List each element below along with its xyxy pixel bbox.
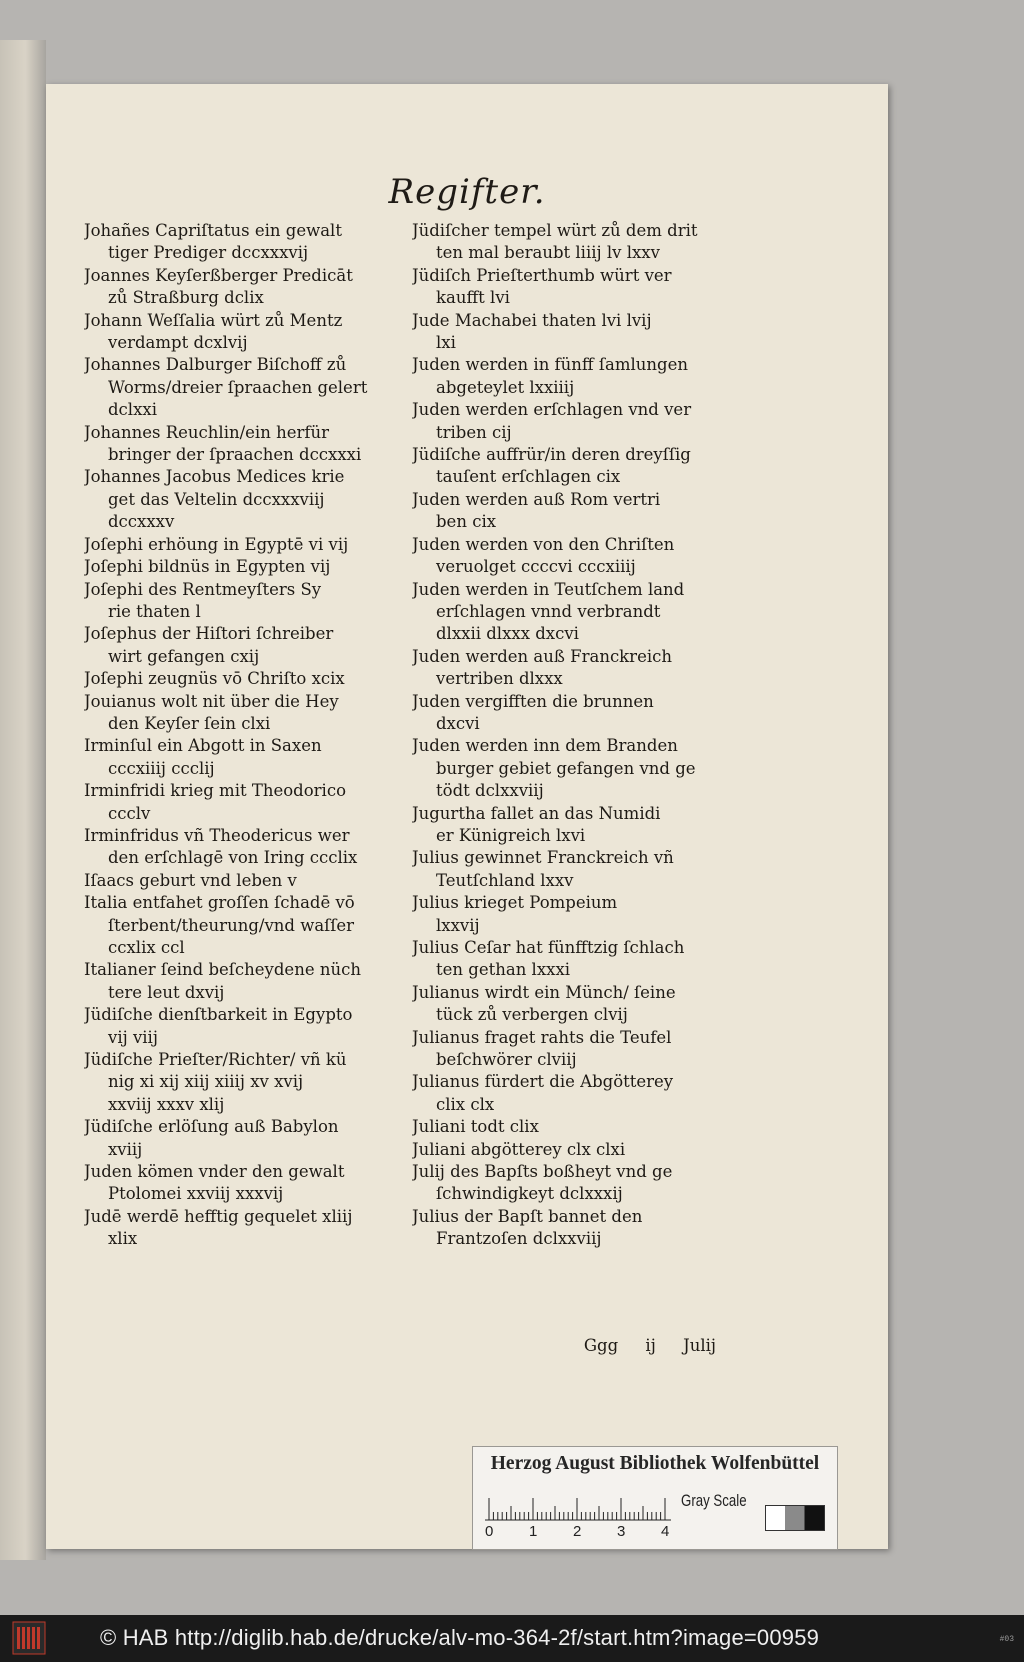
entry-text: Irminfridi krieg mit Theodorico xyxy=(84,781,347,801)
running-head: Regifter. xyxy=(388,172,546,212)
index-entry xyxy=(412,534,722,579)
hab-logo-icon xyxy=(12,1621,46,1655)
ruler-numbers xyxy=(481,1523,681,1545)
index-entry xyxy=(412,982,722,1027)
index-entry xyxy=(412,646,722,691)
index-entry xyxy=(84,870,394,892)
entry-text: Judē werdē hefftig gequelet xliij xyxy=(84,1206,353,1226)
signature-line xyxy=(412,1336,722,1355)
entry-continuation: wirt gefangen cxij xyxy=(108,646,260,666)
library-stamp xyxy=(472,1446,838,1550)
index-entry xyxy=(412,579,722,646)
entry-text: Iſaacs geburt vnd leben v xyxy=(84,870,297,890)
catchword: Julij xyxy=(683,1336,716,1355)
entry-text: Joſephi des Rentmeyſters Sy xyxy=(84,579,322,599)
entry-continuation: tück zů verbergen clvij xyxy=(436,1005,628,1025)
left-column xyxy=(84,220,394,1251)
index-entry xyxy=(412,1071,722,1116)
index-entry xyxy=(84,466,394,533)
signature-leaf: ij xyxy=(645,1336,656,1355)
entry-continuation: xxviij xxxv xlij xyxy=(108,1094,225,1114)
index-entry xyxy=(412,1206,722,1251)
entry-text: Johannes Jacobus Medices krie xyxy=(84,467,345,487)
previous-page-edge xyxy=(0,40,46,1560)
entry-continuation: tödt dclxxviij xyxy=(436,781,544,801)
entry-text: Johannes Dalburger Biſchoff zů xyxy=(84,355,347,375)
entry-text: Julij des Bapſts boßheyt vnd ge xyxy=(412,1162,673,1182)
entry-continuation: get das Veltelin dccxxxviij xyxy=(108,489,325,509)
entry-text: Julius krieget Pompeium xyxy=(412,893,618,913)
index-entry xyxy=(84,310,394,355)
index-entry xyxy=(84,354,394,421)
ruler-number: 1 xyxy=(529,1523,538,1540)
entry-text: Johann Weſſalia würt zů Mentz xyxy=(84,310,343,330)
index-entry xyxy=(84,556,394,578)
footer-bar xyxy=(0,1615,1024,1662)
entry-text: Jüdiſcher tempel würt zů dem drit xyxy=(412,221,698,240)
entry-text: Jüdiſche Prieſter/Richter/ vñ kü xyxy=(84,1050,347,1070)
book-page xyxy=(46,84,888,1549)
entry-text: Juden werden auß Rom vertri xyxy=(412,489,661,509)
index-entry xyxy=(412,220,722,265)
entry-text: Johannes Reuchlin/ein herfür xyxy=(84,422,329,442)
entry-text: Julius der Bapſt bannet den xyxy=(412,1206,643,1226)
entry-continuation: den Keyſer ſein clxi xyxy=(108,713,271,733)
index-entry xyxy=(412,691,722,736)
entry-text: Irminſul ein Abgott in Saxen xyxy=(84,736,322,756)
index-entry xyxy=(84,220,394,265)
entry-continuation: beſchwörer clviij xyxy=(436,1050,577,1070)
entry-text: Jüdiſche erlöſung auß Babylon xyxy=(84,1117,339,1137)
entry-continuation: dclxxi xyxy=(108,400,157,420)
entry-text: Juliani abgötterey clx clxi xyxy=(412,1139,626,1159)
entry-continuation: triben cij xyxy=(436,422,512,442)
index-entry xyxy=(84,892,394,959)
entry-continuation: kaufft lvi xyxy=(436,288,510,308)
entry-text: Jugurtha fallet an das Numidi xyxy=(412,803,661,823)
index-entry xyxy=(84,1004,394,1049)
entry-continuation: ſchwindigkeyt dclxxxij xyxy=(436,1184,623,1204)
entry-text: Juden werden auß Franckreich xyxy=(412,646,672,666)
entry-continuation: lxxvij xyxy=(436,915,480,935)
index-entry xyxy=(412,937,722,982)
entry-continuation: tere leut dxvij xyxy=(108,982,225,1002)
index-entry xyxy=(412,892,722,937)
entry-text: Irminfridus vñ Theodericus wer xyxy=(84,825,350,845)
entry-text: Juden werden erſchlagen vnd ver xyxy=(412,400,692,420)
index-entry xyxy=(84,735,394,780)
gray-scale-label: Gray Scale xyxy=(681,1491,747,1510)
entry-text: Julianus fraget rahts die Teufel xyxy=(412,1027,672,1047)
entry-continuation: Teutſchland lxxv xyxy=(436,870,574,890)
index-entry xyxy=(84,623,394,668)
entry-text: Jüdiſche auffrür/in deren dreyſſig xyxy=(412,445,691,465)
entry-continuation: ten mal beraubt liiij lv lxxv xyxy=(436,243,660,263)
entry-text: Joſephi erhöung in Egyptē vi vij xyxy=(84,534,349,554)
footer-corner-mark: #03 xyxy=(999,1635,1014,1644)
entry-continuation: xviij xyxy=(108,1139,143,1159)
entry-text: Jüdiſch Prieſterthumb würt ver xyxy=(412,265,672,285)
entry-continuation: bringer der ſpraachen dccxxxi xyxy=(108,445,362,465)
entry-continuation: cccxiiij ccclij xyxy=(108,758,215,778)
entry-text: Joſephus der Hiſtori ſchreiber xyxy=(84,624,334,644)
index-entry xyxy=(84,1161,394,1206)
entry-continuation: lxi xyxy=(436,333,456,353)
index-entry xyxy=(84,691,394,736)
library-name: Herzog August Bibliothek Wolfenbüttel xyxy=(490,1453,820,1474)
index-entry xyxy=(412,735,722,802)
entry-text: Juden werden von den Chriſten xyxy=(412,534,675,554)
entry-text: Juden kömen vnder den gewalt xyxy=(84,1162,345,1182)
entry-continuation: ten gethan lxxxi xyxy=(436,960,571,980)
entry-continuation: dxcvi xyxy=(436,713,480,733)
index-entry xyxy=(412,1027,722,1072)
index-entry xyxy=(412,354,722,399)
ruler-number: 3 xyxy=(617,1523,626,1540)
entry-text: Julius gewinnet Franckreich vñ xyxy=(412,848,674,868)
entry-text: Jude Machabei thaten lvi lvij xyxy=(412,310,652,330)
entry-continuation: vertriben dlxxx xyxy=(436,669,563,689)
index-entry xyxy=(412,489,722,534)
entry-text: Juden werden in fünff ſamlungen xyxy=(412,355,688,375)
entry-continuation: ben cix xyxy=(436,512,497,532)
index-entry xyxy=(412,310,722,355)
entry-text: Julianus fürdert die Abgötterey xyxy=(412,1072,674,1092)
entry-text: Jüdiſche dienſtbarkeit in Egypto xyxy=(84,1005,353,1025)
entry-text: Juden werden inn dem Branden xyxy=(412,736,678,756)
entry-text: Jouianus wolt nit über die Hey xyxy=(84,691,339,711)
ruler-number: 0 xyxy=(485,1523,494,1540)
index-entry xyxy=(412,847,722,892)
footer-url[interactable]: © HAB http://diglib.hab.de/drucke/alv-mo-364-2f/start.htm?image=00959 xyxy=(100,1625,820,1650)
entry-text: Juliani todt clix xyxy=(412,1117,539,1137)
ruler-number: 4 xyxy=(661,1523,670,1540)
index-entry xyxy=(412,803,722,848)
index-entry xyxy=(412,399,722,444)
entry-continuation: erſchlagen vnnd verbrandt xyxy=(436,601,661,621)
entry-continuation: tauſent erſchlagen cix xyxy=(436,467,621,487)
gray-scale-swatch xyxy=(765,1505,825,1531)
index-entry xyxy=(84,668,394,690)
index-entry xyxy=(84,959,394,1004)
entry-continuation: ccclv xyxy=(108,803,151,823)
entry-continuation: xlix xyxy=(108,1229,138,1249)
entry-continuation: abgeteylet lxxiiij xyxy=(436,377,575,397)
entry-continuation: verdampt dcxlvij xyxy=(108,333,248,353)
index-entry xyxy=(84,265,394,310)
entry-continuation: veruolget ccccvi cccxiiij xyxy=(436,557,636,577)
entry-text: Juden werden in Teutſchem land xyxy=(412,579,685,599)
entry-text: Johañes Capriſtatus ein gewalt xyxy=(84,221,342,240)
entry-continuation: dccxxxv xyxy=(108,512,175,532)
ruler-number: 2 xyxy=(573,1523,582,1540)
entry-continuation: clix clx xyxy=(436,1094,495,1114)
entry-text: Joſephi zeugnüs vō Chriſto xcix xyxy=(84,669,345,689)
entry-text: Julius Ceſar hat fünfftzig ſchlach xyxy=(412,938,685,957)
entry-continuation: vij viij xyxy=(108,1027,158,1047)
ruler-scale xyxy=(485,1487,671,1521)
entry-continuation: er Künigreich lxvi xyxy=(436,825,586,845)
entry-continuation: tiger Prediger dccxxxvij xyxy=(108,243,309,263)
index-entry xyxy=(84,534,394,556)
entry-text: Italianer ſeind beſcheydene nüch xyxy=(84,960,361,980)
entry-continuation: zů Straßburg dclix xyxy=(108,288,264,308)
index-entry xyxy=(84,1116,394,1161)
entry-continuation: Frantzoſen dclxxviij xyxy=(436,1229,602,1249)
entry-continuation: Ptolomei xxviij xxxvij xyxy=(108,1184,284,1204)
index-entry xyxy=(412,1139,722,1161)
entry-continuation: rie thaten l xyxy=(108,601,201,621)
entry-text: Julianus wirdt ein Münch/ ſeine xyxy=(412,982,676,1002)
index-entry xyxy=(84,422,394,467)
entry-continuation: dlxxii dlxxx dxcvi xyxy=(436,624,579,644)
index-entry xyxy=(412,265,722,310)
entry-continuation: den erſchlagē von Iring ccclix xyxy=(108,848,358,868)
index-entry xyxy=(84,579,394,624)
entry-text: Juden vergifften die brunnen xyxy=(412,691,654,711)
entry-continuation: ccxlix ccl xyxy=(108,938,185,957)
right-column xyxy=(412,220,722,1251)
entry-continuation: Worms/dreier ſpraachen gelert xyxy=(108,377,368,397)
signature-mark: Ggg xyxy=(583,1336,619,1355)
index-entry xyxy=(412,1161,722,1206)
index-entry xyxy=(84,1206,394,1251)
index-entry xyxy=(412,444,722,489)
index-entry xyxy=(84,825,394,870)
entry-text: Joannes Keyſerßberger Predicāt xyxy=(84,265,353,285)
entry-continuation: ſterbent/theurung/vnd waſſer xyxy=(108,915,355,935)
entry-continuation: nig xi xij xiij xiiij xv xvij xyxy=(108,1072,304,1092)
entry-continuation: burger gebiet gefangen vnd ge xyxy=(436,758,696,778)
index-entry xyxy=(412,1116,722,1138)
entry-text: Joſephi bildnüs in Egypten vij xyxy=(84,557,331,577)
index-entry xyxy=(84,780,394,825)
index-entry xyxy=(84,1049,394,1116)
entry-text: Italia entfahet groſſen ſchadē vō xyxy=(84,893,355,913)
